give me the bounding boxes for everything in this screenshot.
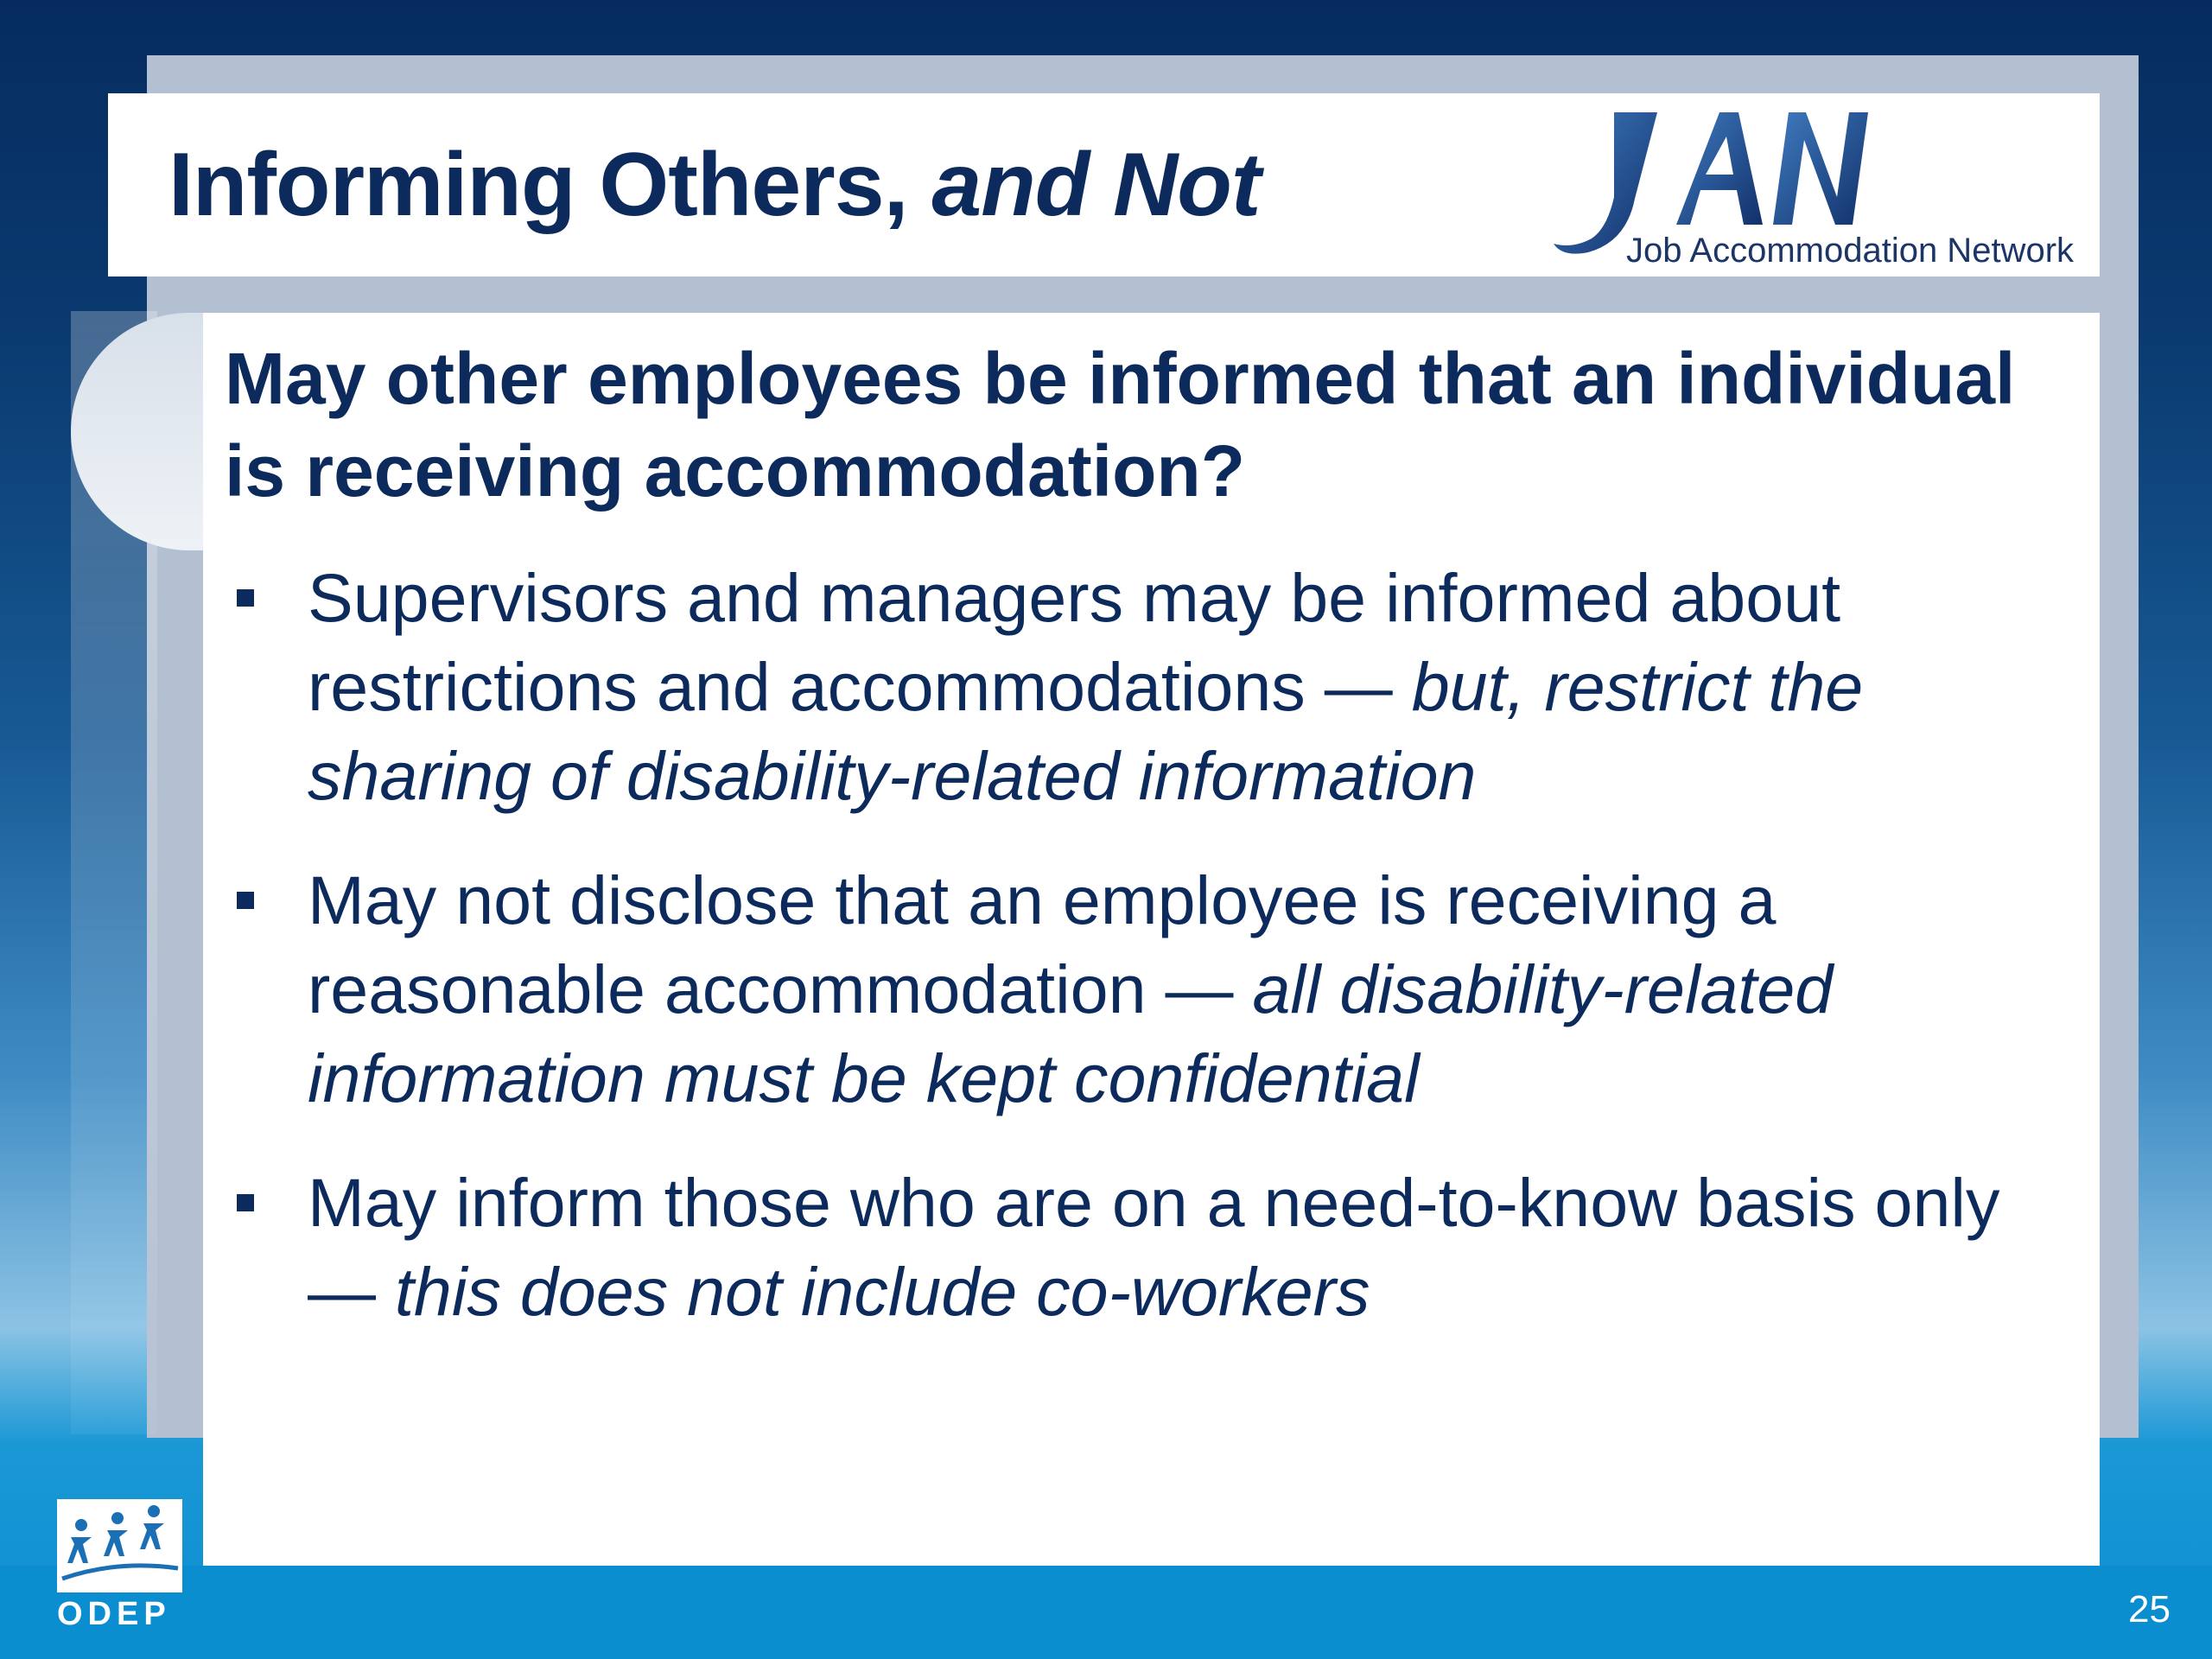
footer-strip: [0, 1566, 2212, 1659]
bullet-list: [225, 553, 2056, 1371]
bullet-square-icon: [237, 892, 254, 909]
bullet-item: [225, 553, 2056, 820]
bullet-emphasis: all disability-related information must be kept confidential: [308, 950, 1834, 1116]
title-regular: Informing Others,: [168, 135, 908, 235]
bullet-emphasis: but, restrict the sharing of disability-related information: [308, 648, 1864, 814]
jan-logo-subtitle: Job Accommodation Network: [1626, 232, 2075, 270]
jan-logo: [1547, 95, 2100, 276]
odep-logo: [57, 1499, 187, 1637]
bullet-square-icon: [237, 1194, 254, 1211]
odep-logo-label: ODEP: [57, 1596, 171, 1632]
odep-logo-box: [57, 1499, 182, 1592]
people-icon: [57, 1499, 182, 1592]
bullet-item: [225, 855, 2056, 1122]
bullet-text: Supervisors and managers may be informed about restrictions and accommodations —: [308, 559, 1841, 725]
bullet-square-icon: [237, 589, 254, 607]
title-italic: and Not: [931, 135, 1261, 235]
slide-title: [168, 134, 1260, 237]
question-heading: May other employees be informed that an individual is receiving accommodation?: [225, 338, 2016, 512]
bullet-text: May inform those who are on a need-to-know basis only —: [308, 1164, 2000, 1330]
bullet-item: [225, 1158, 2056, 1336]
bullet-text: May not disclose that an employee is receiving a reasonable accommodation —: [308, 861, 1777, 1027]
bullet-emphasis: this does not include co-workers: [394, 1253, 1370, 1330]
page-number: 25: [2128, 1588, 2171, 1630]
